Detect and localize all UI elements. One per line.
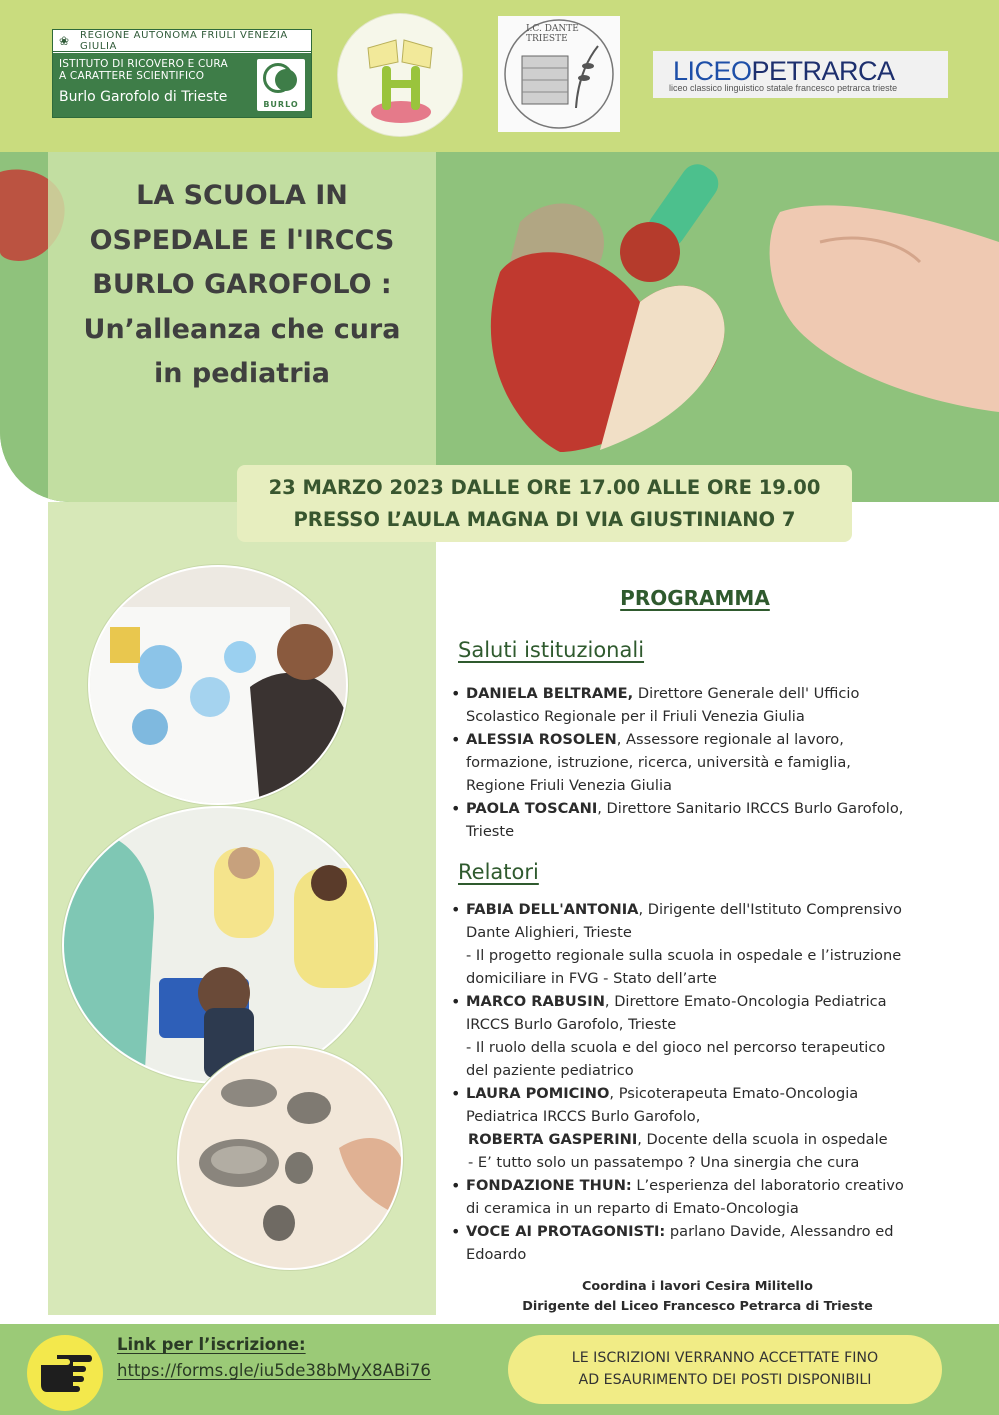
registration-link[interactable]: https://forms.gle/iu5de38bMyX8ABi76 — [117, 1361, 431, 1380]
burlo-mark-icon — [257, 59, 305, 111]
saluti-list — [450, 682, 965, 843]
school-in-hospital-logo — [337, 13, 463, 137]
list-item — [450, 898, 965, 921]
list-item — [450, 1174, 965, 1197]
speaker-role: , Dirigente dell'Istituto Comprensivo — [638, 901, 902, 918]
institute-line-1: ISTITUTO DI RICOVERO E CURA — [59, 58, 228, 70]
petrarca-subtitle: liceo classico linguistico statale francesco petrarca trieste — [669, 83, 898, 93]
title-line-1: LA SCUOLA IN — [136, 180, 348, 211]
petrarca-logo — [653, 51, 948, 98]
institute-line-2: A CARATTERE SCIENTIFICO — [59, 70, 205, 82]
leaf-icon: ❀ — [59, 33, 70, 48]
speaker-name: VOCE AI PROTAGONISTI: — [466, 1223, 666, 1240]
speaker-name: FABIA DELL'ANTONIA — [466, 901, 639, 918]
speaker-name: ROBERTA GASPERINI — [468, 1131, 638, 1148]
speaker-name: DANIELA BELTRAME, — [466, 685, 634, 702]
list-item — [450, 728, 965, 751]
photo-children-drawing — [88, 565, 348, 805]
speaker-role: parlano Davide, Alessandro ed — [665, 1223, 894, 1240]
event-date: 23 MARZO 2023 DALLE ORE 17.00 ALLE ORE 19.00 — [268, 476, 821, 499]
list-item-continuation: Edoardo — [466, 1246, 527, 1263]
page-title — [48, 174, 436, 397]
burlo-mark-text: BURLO — [263, 100, 299, 109]
speaker-role: , Assessore regionale al lavoro, — [616, 731, 844, 748]
photo-kids-activity — [62, 806, 378, 1084]
talk-title-cont: domiciliare in FVG - Stato dell’arte — [466, 970, 717, 987]
list-item — [450, 1220, 965, 1243]
list-item-continuation: Trieste — [466, 823, 515, 840]
talk-title-cont: del paziente pediatrico — [466, 1062, 634, 1079]
list-item-continuation: Pediatrica IRCCS Burlo Garofolo, — [466, 1108, 701, 1125]
list-item-continuation: Scolastico Regionale per il Friuli Venezia Giulia — [466, 708, 805, 725]
dante-school-logo — [498, 16, 620, 132]
list-item-continuation: IRCCS Burlo Garofolo, Trieste — [466, 1016, 677, 1033]
title-line-4: Un’alleanza che cura — [83, 313, 401, 345]
notice-line-1: LE ISCRIZIONI VERRANNO ACCETTATE FINO — [571, 1350, 879, 1366]
title-line-2: OSPEDALE E l'IRCCS — [89, 224, 395, 256]
speaker-role: , Psicoterapeuta Emato-Oncologia — [609, 1085, 859, 1102]
notice-line-2: AD ESAURIMENTO DEI POSTI DISPONIBILI — [578, 1372, 872, 1388]
registration-label: Link per l’iscrizione: — [117, 1335, 306, 1354]
coordinator-line-2: Dirigente del Liceo Francesco Petrarca di Trieste — [522, 1299, 873, 1314]
photo-ceramics — [177, 1046, 403, 1270]
coordinator-line-1: Coordina i lavori Cesira Militello — [582, 1279, 813, 1294]
registration-notice — [508, 1335, 942, 1404]
title-line-3: BURLO GAROFOLO : — [92, 269, 392, 300]
relatori-list — [450, 898, 965, 1266]
list-item — [450, 797, 965, 820]
list-item — [450, 682, 965, 705]
talk-title: - E’ tutto solo un passatempo ? Una sinergia che cura — [468, 1154, 860, 1171]
list-item-continuation: Dante Alighieri, Trieste — [466, 924, 632, 941]
hero-banner — [0, 152, 999, 502]
section-saluti-title: Saluti istituzionali — [458, 638, 645, 662]
list-item — [450, 990, 965, 1013]
talk-title: - Il progetto regionale sulla scuola in ospedale e l’istruzione — [466, 947, 902, 964]
speaker-name: PAOLA TOSCANI — [466, 800, 598, 817]
petrarca-name: PETRARCA — [751, 56, 895, 86]
petrarca-liceo: LICEO — [673, 56, 752, 86]
speaker-role: , Direttore Emato-Oncologia Pediatrica — [604, 993, 887, 1010]
speaker-role: , Docente della scuola in ospedale — [637, 1131, 888, 1148]
speaker-name: ALESSIA ROSOLEN — [466, 731, 617, 748]
talk-title: - Il ruolo della scuola e del gioco nel percorso terapeutico — [466, 1039, 886, 1056]
pointing-hand-icon — [27, 1335, 103, 1411]
speaker-name: MARCO RABUSIN — [466, 993, 605, 1010]
speaker-role: L’esperienza del laboratorio creativo — [631, 1177, 904, 1194]
list-item-continuation: formazione, istruzione, ricerca, università e famiglia, — [466, 754, 851, 771]
event-place: PRESSO L’AULA MAGNA DI VIA GIUSTINIANO 7 — [293, 508, 796, 531]
burlo-logo — [52, 29, 312, 118]
section-relatori-title: Relatori — [458, 860, 539, 884]
header-band — [0, 0, 999, 152]
list-item — [450, 1082, 965, 1105]
region-label: REGIONE AUTONOMA FRIULI VENEZIA GIULIA — [80, 29, 288, 52]
title-line-5: in pediatria — [153, 358, 330, 389]
speaker-name: LAURA POMICINO — [466, 1085, 610, 1102]
dante-logo-text: I.C. DANTE TRIESTE — [526, 24, 579, 44]
list-item-continuation: Regione Friuli Venezia Giulia — [466, 777, 672, 794]
speaker-role: Direttore Generale dell' Ufficio — [633, 685, 860, 702]
speaker-name: FONDAZIONE THUN: — [466, 1177, 632, 1194]
institute-name: Burlo Garofolo di Trieste — [59, 89, 228, 105]
list-item-continuation — [450, 1128, 965, 1151]
list-item-continuation: di ceramica in un reparto di Emato-Oncologia — [466, 1200, 799, 1217]
speaker-role: , Direttore Sanitario IRCCS Burlo Garofolo, — [597, 800, 904, 817]
program-title: PROGRAMMA — [620, 586, 770, 610]
